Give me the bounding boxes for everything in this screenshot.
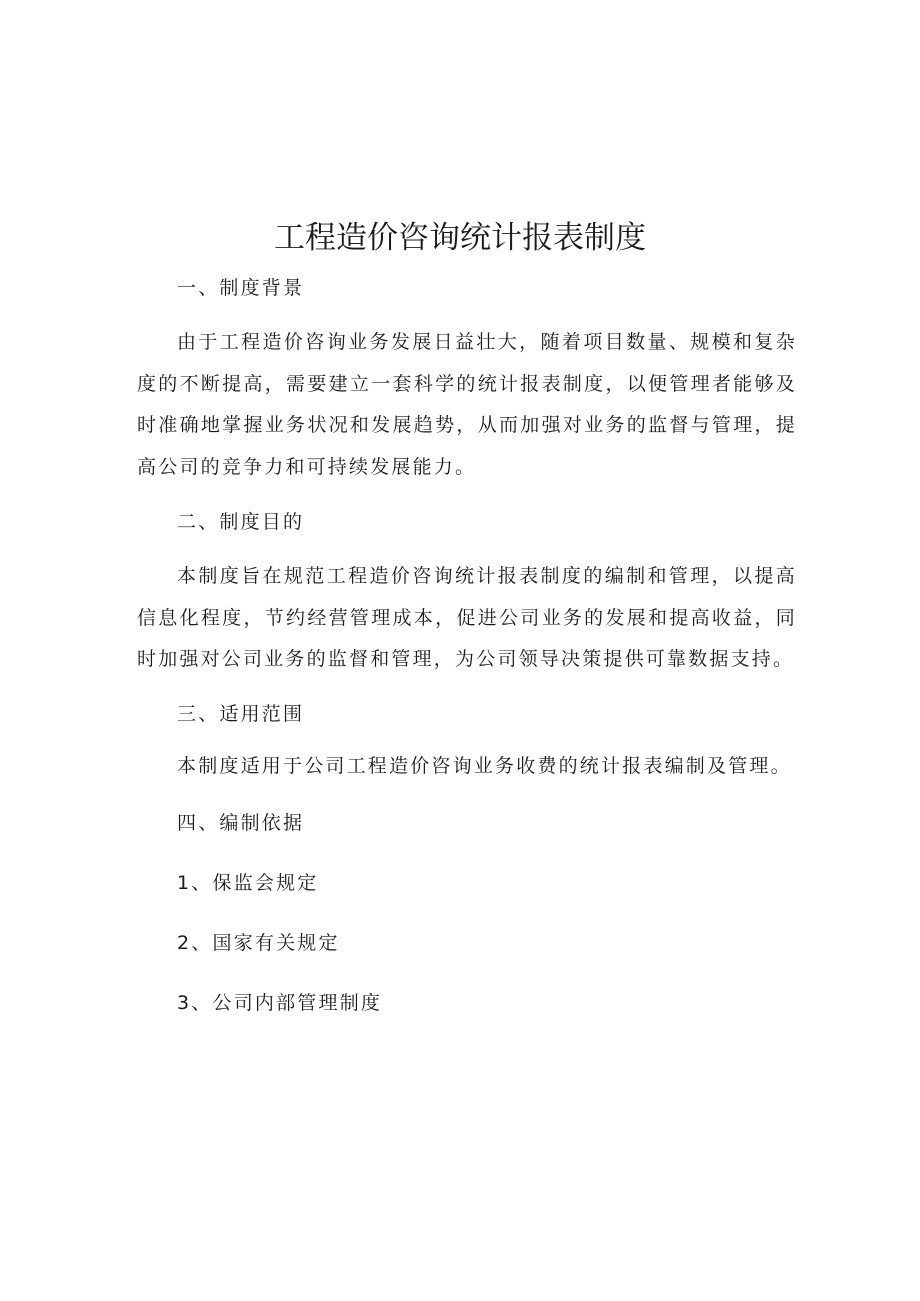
- section-heading-basis: 四、编制依据: [177, 812, 305, 834]
- basis-list-item: 3、公司内部管理制度: [177, 992, 383, 1014]
- section-heading-scope: 三、适用范围: [177, 703, 305, 725]
- section-heading-purpose: 二、制度目的: [177, 511, 305, 533]
- section-paragraph-background: 由于工程造价咨询业务发展日益壮大，随着项目数量、规模和复杂度的不断提高，需要建立一套科学的统计报表制度，以便管理者能够及时准确地掌握业务状况和发展趋势，从而加强对业务的监督与管理，提高公司的竞争力和可持续发展能力。: [137, 331, 797, 478]
- section-heading-background: 一、制度背景: [177, 277, 305, 299]
- section-paragraph-purpose: 本制度旨在规范工程造价咨询统计报表制度的编制和管理，以提高信息化程度，节约经营管理成本，促进公司业务的发展和提高收益，同时加强对公司业务的监督和管理，为公司领导决策提供可靠数据支持。: [137, 565, 797, 670]
- basis-list-item: 2、国家有关规定: [177, 932, 340, 954]
- document-title: 工程造价咨询统计报表制度: [274, 220, 646, 256]
- section-paragraph-scope: 本制度适用于公司工程造价咨询业务收费的统计报表编制及管理。: [177, 755, 792, 777]
- basis-list-item: 1、保监会规定: [177, 872, 319, 894]
